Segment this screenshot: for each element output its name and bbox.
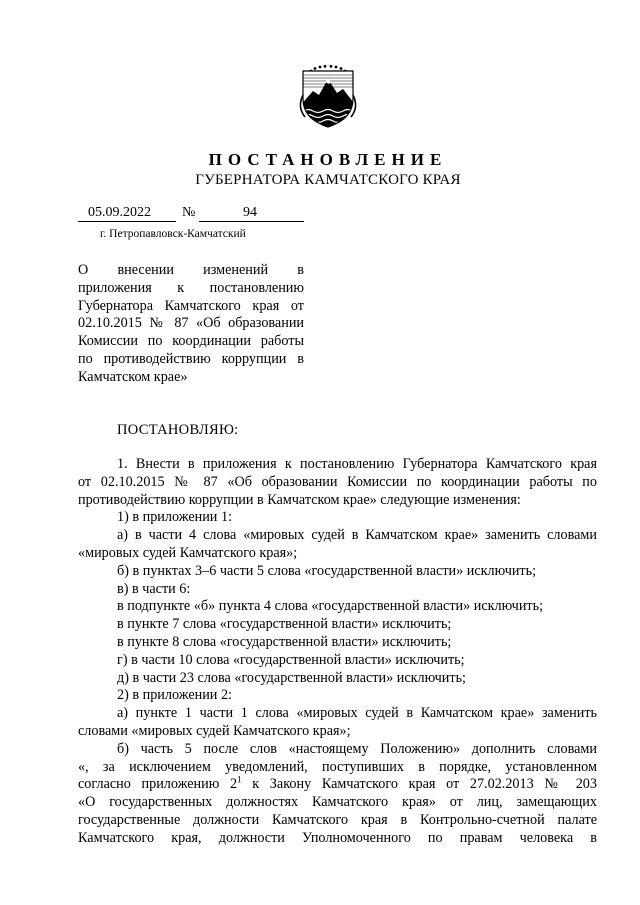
body-line: в пункте 8 слова «государственной власти» исключить; [117,633,452,650]
body-line: 2) в приложении 2: [117,687,232,704]
registration-line [78,205,304,225]
body-line: противодействию коррупции в Камчатском крае» следующие изменения: [78,491,521,508]
body-line: г) в части 10 слова «государственной власти» исключить; [117,651,465,668]
body-line: «, за исключением уведомлений, поступивших в порядке, установленном [78,758,597,775]
city-name: г. Петропавловск-Камчатский [100,228,246,240]
body-line: д) в части 23 слова «государственной власти» исключить; [117,669,466,686]
subject-line: приложения к постановлению [78,279,304,296]
document-title: ПОСТАНОВЛЕНИЕ [208,150,448,169]
document-number: 94 [243,205,257,220]
body-line: 1. Внести в приложения к постановлению Губернатора Камчатского края [117,456,597,472]
body-line: Камчатского края, должности Уполномоченного по правам человека в [78,829,597,846]
body-line: в) в части 6: [117,580,191,597]
body-line: б) в пунктах 3–6 части 5 слова «государственной власти» исключить; [117,562,537,579]
number-sign: № [182,205,196,220]
body-text: согласно приложению 2 [78,776,238,793]
body-line: «мировых судей Камчатского края»; [78,544,298,561]
decree-word: ПОСТАНОВЛЯЮ: [117,422,239,438]
body-line: «О государственных должностях Камчатского края» от лиц, замещающих [78,794,597,811]
body-line: а) пункте 1 части 1 слова «мировых судей в Камчатском крае» заменить [117,705,597,722]
subject-line: Губернатора Камчатского края от [78,297,304,314]
subject-line: по противодействию коррупции в [78,350,304,367]
body-line: а) в части 4 слова «мировых судей в Камчатском крае» заменить словами [117,527,597,544]
body-line: 1) в приложении 1: [117,509,232,526]
date-underline [78,221,176,222]
body-line: в пункте 7 слова «государственной власти» исключить; [117,616,452,633]
subject-line: Комиссии по координации работы [78,333,304,350]
number-underline [199,221,304,222]
body-line: словами «мировых судей Камчатского края»; [78,722,351,739]
body-line: в подпункте «б» пункта 4 слова «государственной власти» исключить; [117,598,544,615]
document-subtitle: ГУБЕРНАТОРА КАМЧАТСКОГО КРАЯ [195,172,461,188]
body-line [78,776,597,794]
superscript: 1 [237,774,242,785]
body-line: государственные должности Камчатского края в Контрольно-счетной палате [78,811,597,828]
body-text: к Закону Камчатского края от 27.02.2013 № 203 [241,776,597,793]
subject-line: О внесении изменений в [78,262,304,278]
body-line: б) часть 5 после слов «настоящему Положению» дополнить словами [117,740,597,757]
document-subject [78,262,304,387]
subject-line: Камчатском крае» [78,368,188,385]
document-body [78,456,597,848]
document-date: 05.09.2022 [88,205,151,220]
coat-of-arms-emblem [295,65,361,129]
subject-line: 02.10.2015 № 87 «Об образовании [78,315,304,332]
body-line: от 02.10.2015 № 87 «Об образовании Комиссии по координации работы по [78,473,597,490]
